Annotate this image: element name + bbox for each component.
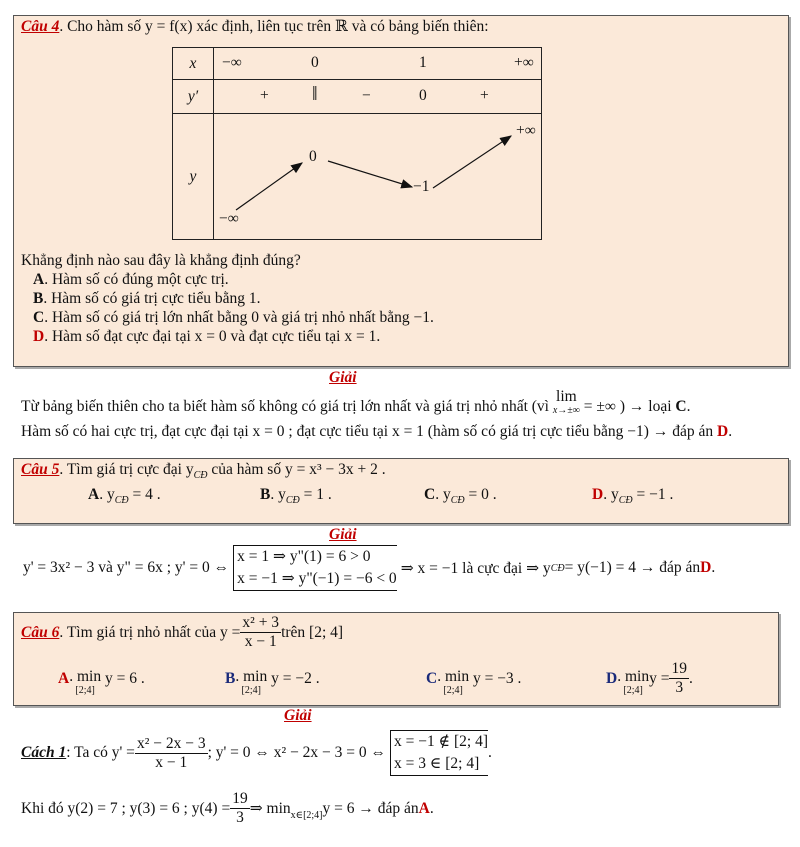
y-end: +∞ bbox=[516, 122, 536, 139]
y-start: −∞ bbox=[219, 210, 239, 227]
x-value: +∞ bbox=[514, 54, 534, 71]
sign: + bbox=[260, 87, 269, 104]
x-value: 1 bbox=[419, 54, 427, 71]
sign: − bbox=[362, 87, 371, 104]
row-x-label: x bbox=[173, 48, 214, 80]
question-5-stem: Câu 5. Tìm giá trị cực đại $y_{CĐ}$ của hàm số y = x³ − 3x + 2 . bbox=[21, 461, 386, 482]
solution-6-line-1: Cách 1 : Ta có y' = $\frac{\text{x² − 2x − 3}}{x - 1}$ ; y' = 0 ⇔ x² − 2x − 3 = 0 ⇔ x = −1 ∉ [2; 4] x = 3 ∈ [2; 4] . bbox=[21, 730, 492, 776]
sign: + bbox=[480, 87, 489, 104]
arrow-up-2 bbox=[433, 136, 511, 188]
y-min: −1 bbox=[413, 178, 430, 195]
method-label: Cách 1 bbox=[21, 744, 67, 761]
solution-4-line-2: Hàm số có hai cực trị, đạt cực đại tại x = 0 ; đạt cực tiểu tại x = 1 (hàm số có giá trị cực tiểu bằng −1) → đáp án D. bbox=[21, 423, 733, 440]
option-d[interactable]: D. Hàm số đạt cực đại tại x = 0 và đạt cực tiểu tại x = 1. bbox=[33, 328, 381, 345]
solution-4-title: Giải bbox=[329, 369, 357, 386]
arrow-down bbox=[328, 161, 412, 187]
question-4-label: Câu 4 bbox=[21, 18, 60, 35]
variation-arrows bbox=[214, 114, 544, 240]
sign: 0 bbox=[419, 87, 427, 104]
question-6-label: Câu 6 bbox=[21, 623, 60, 641]
question-4-stem: Câu 4. Cho hàm số y = f(x) xác định, liên tục trên ℝ và có bảng biến thiên: bbox=[21, 18, 489, 35]
row-y-values bbox=[214, 114, 542, 240]
solution-5-line: y' = 3x² − 3 và y" = 6x ; y' = 0 ⇔ x = 1 ⇒ y"(1) = 6 > 0 x = −1 ⇒ y"(−1) = −6 < 0 ⇒ x = −1 là cực đại ⇒ y CĐ = y(−1) = 4 → đáp án D . bbox=[23, 545, 715, 591]
solution-6-title: Giải bbox=[284, 707, 312, 724]
question-5-label: Câu 5 bbox=[21, 461, 60, 478]
solution-6-line-2: Khi đó y(2) = 7 ; y(3) = 6 ; y(4) = $\frac{19}{3}$ ⇒ min x∈[2;4] y = 6 → đáp án A . bbox=[21, 790, 434, 826]
x-value: 0 bbox=[311, 54, 319, 71]
option-b[interactable]: B. $y_{CĐ} = 1$ . bbox=[260, 486, 332, 507]
row-y-label: y bbox=[173, 114, 214, 240]
option-b[interactable]: B. min [2;4] y = −2 . bbox=[225, 668, 320, 696]
row-x-values bbox=[214, 48, 542, 80]
solution-4-line-1: Từ bảng biến thiên cho ta biết hàm số không có giá trị lớn nhất và giá trị nhỏ nhất (vì lim x→±∞ = ±∞ ) → loại C. bbox=[21, 388, 691, 416]
solution-5-title: Giải bbox=[329, 526, 357, 543]
option-c[interactable]: C. $y_{CĐ} = 0$ . bbox=[424, 486, 497, 507]
variation-table bbox=[172, 47, 542, 240]
y-max: 0 bbox=[309, 148, 317, 165]
option-d[interactable]: D . min [2;4] y = $\frac{19}{3}$ . bbox=[606, 660, 693, 696]
option-b[interactable]: B. Hàm số có giá trị cực tiểu bằng 1. bbox=[33, 290, 261, 307]
arrow-up-1 bbox=[236, 163, 302, 210]
case-bracket: x = −1 ∉ [2; 4] x = 3 ∈ [2; 4] bbox=[390, 730, 488, 776]
x-value: −∞ bbox=[222, 54, 242, 71]
row-yprime-label: y′ bbox=[173, 80, 214, 114]
question-4-prompt: Khẳng định nào sau đây là khẳng định đúng? bbox=[21, 252, 301, 269]
option-a[interactable]: A. $y_{CĐ} = 4$ . bbox=[88, 486, 161, 507]
question-6-stem: Câu 6 . Tìm giá trị nhỏ nhất của y = $\frac{\text{x² + 3}}{x - 1}$ trên [2; 4] bbox=[21, 614, 344, 650]
option-a[interactable]: A. Hàm số có đúng một cực trị. bbox=[33, 271, 229, 288]
case-bracket: x = 1 ⇒ y"(1) = 6 > 0 x = −1 ⇒ y"(−1) = −6 < 0 bbox=[233, 545, 397, 591]
undefined-marker: ‖ bbox=[312, 83, 318, 105]
option-d[interactable]: D. $y_{CĐ} = -1$ . bbox=[592, 486, 674, 507]
option-c[interactable]: C. min [2;4] y = −3 . bbox=[426, 668, 522, 696]
option-a[interactable]: A. min [2;4] y = 6 . bbox=[58, 668, 145, 696]
row-yprime-signs bbox=[214, 80, 542, 114]
option-c[interactable]: C. Hàm số có giá trị lớn nhất bằng 0 và giá trị nhỏ nhất bằng −1. bbox=[33, 309, 434, 326]
